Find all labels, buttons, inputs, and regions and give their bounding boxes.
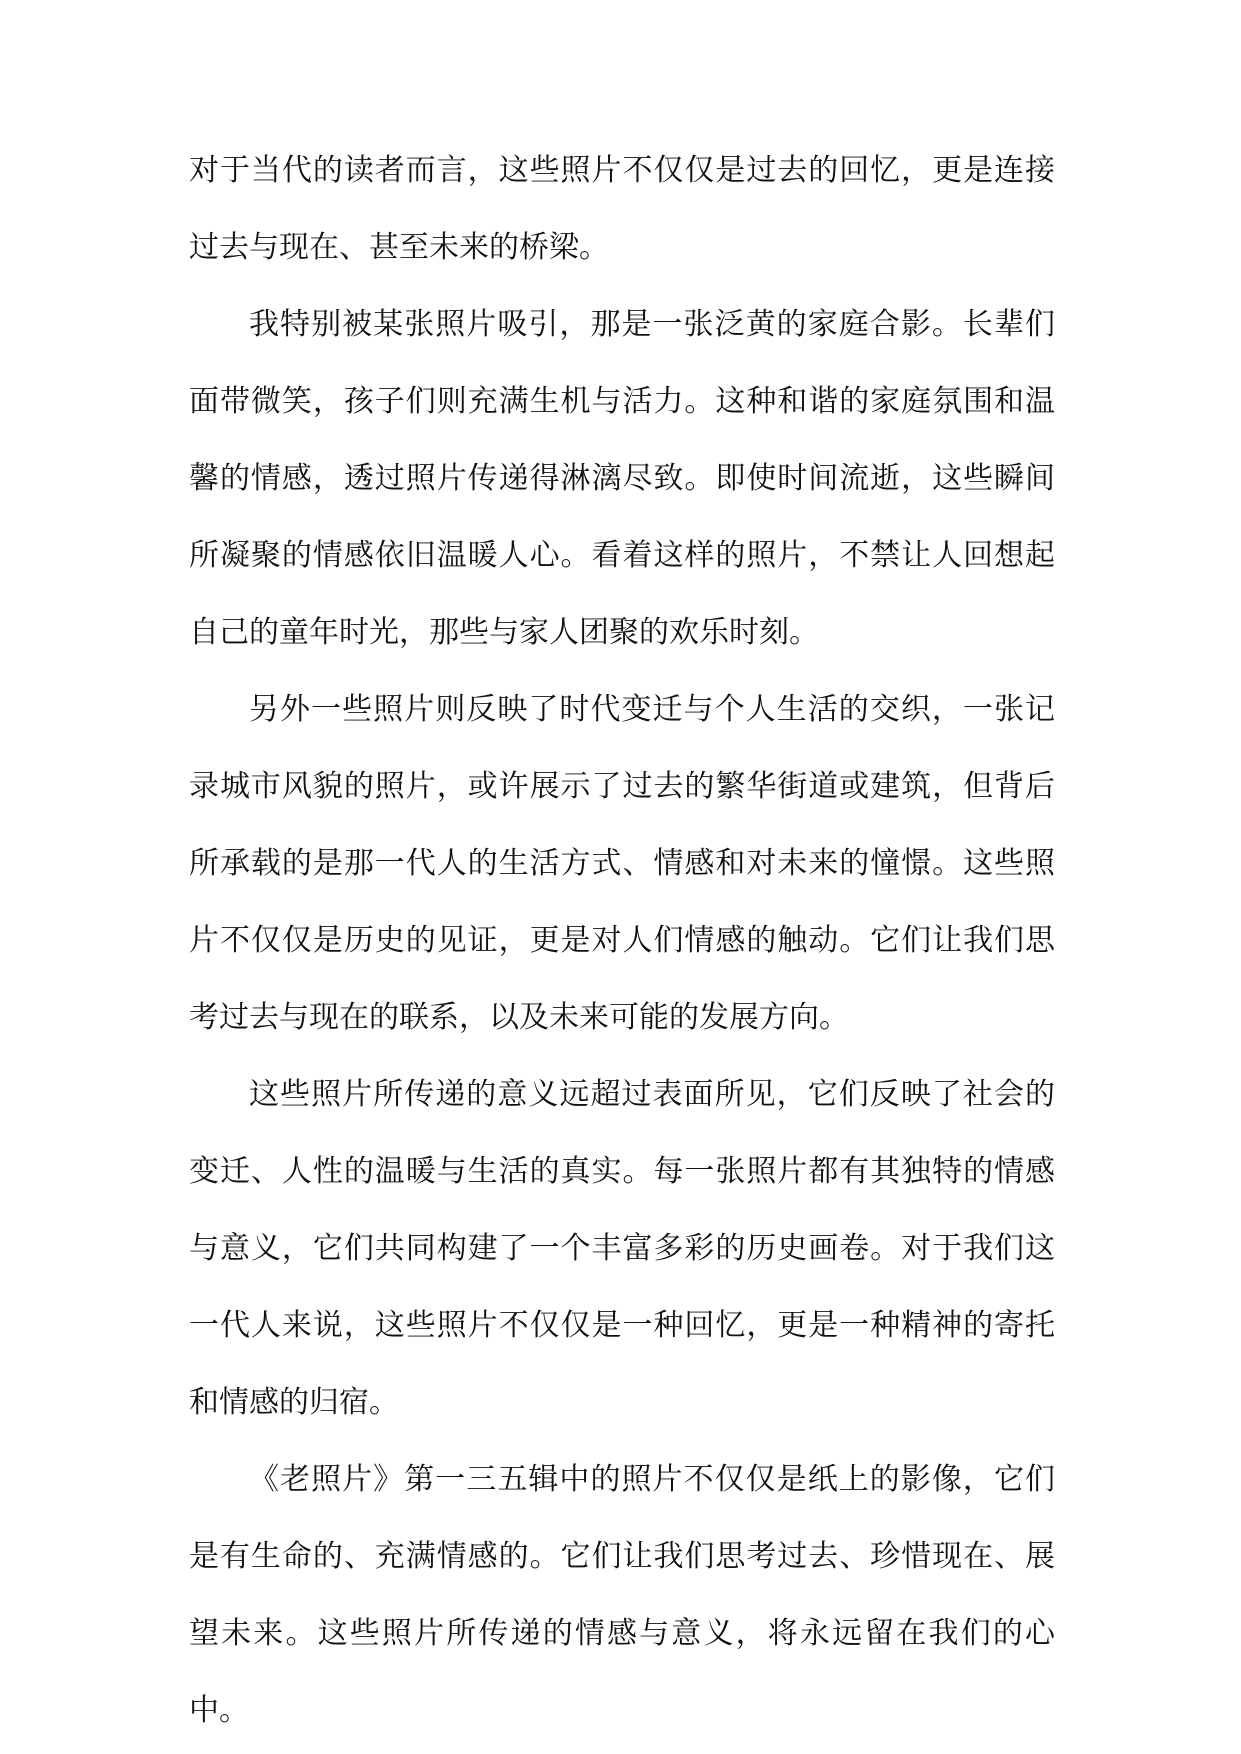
paragraph-1: 对于当代的读者而言，这些照片不仅仅是过去的回忆，更是连接过去与现在、甚至未来的桥梁。: [189, 153, 1055, 265]
paragraph-4: 这些照片所传递的意义远超过表面所见，它们反映了社会的变迁、人性的温暖与生活的真实。每一张照片都有其独特的情感与意义，它们共同构建了一个丰富多彩的历史画卷。对于我们这一代人来说，这些照片不仅仅是一种回忆，更是一种精神的寄托和情感的归宿。: [189, 1077, 1055, 1420]
paragraph-3: 另外一些照片则反映了时代变迁与个人生活的交织，一张记录城市风貌的照片，或许展示了过去的繁华街道或建筑，但背后所承载的是那一代人的生活方式、情感和对未来的憧憬。这些照片不仅仅是历史的见证，更是对人们情感的触动。它们让我们思考过去与现在的联系，以及未来可能的发展方向。: [189, 692, 1055, 1035]
body-text: [189, 132, 1055, 1749]
paragraph-2: 我特别被某张照片吸引，那是一张泛黄的家庭合影。长辈们面带微笑，孩子们则充满生机与活力。这种和谐的家庭氛围和温馨的情感，透过照片传递得淋漓尽致。即使时间流逝，这些瞬间所凝聚的情感依旧温暖人心。看着这样的照片，不禁让人回想起自己的童年时光，那些与家人团聚的欢乐时刻。: [189, 307, 1055, 650]
paragraph-5: 《老照片》第一三五辑中的照片不仅仅是纸上的影像，它们是有生命的、充满情感的。它们让我们思考过去、珍惜现在、展望未来。这些照片所传递的情感与意义，将永远留在我们的心中。: [189, 1462, 1055, 1728]
